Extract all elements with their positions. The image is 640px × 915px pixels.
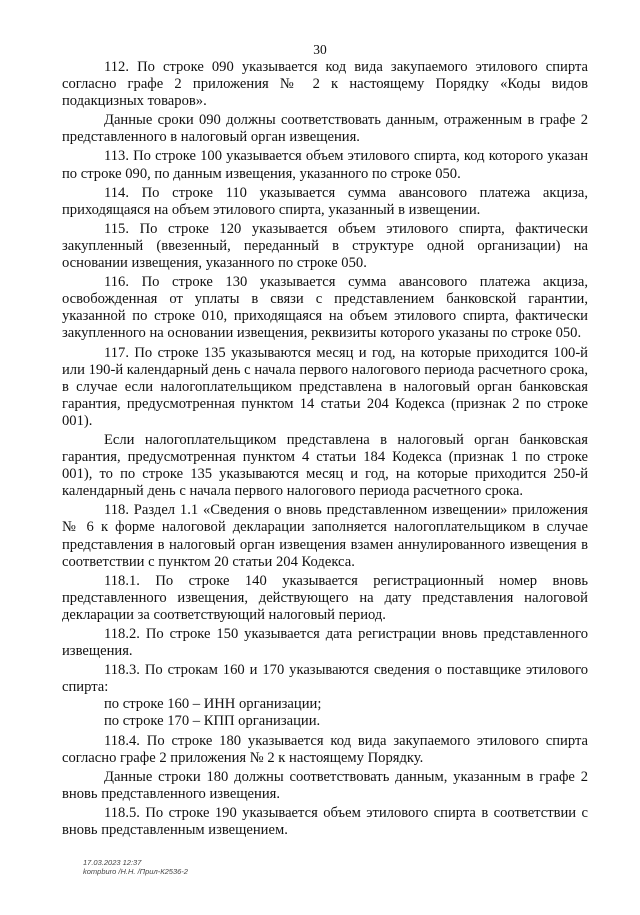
list-item-kpp: по строке 170 – КПП организации. bbox=[104, 713, 321, 730]
paragraph-117: 117. По строке 135 указываются месяц и год, на которые приходится 100-й или 190-й календарный день с начала первого налогового периода расчетного срока, в случае если налогоплательщиком представлена в налоговый орган банковская гарантия, предусмотренная пунктом 14 статьи 204 Кодекса (признак 2 по строке 001). bbox=[62, 344, 588, 429]
paragraph-114: 114. По строке 110 указывается сумма авансового платежа акциза, приходящаяся на объем этилового спирта, указанный в извещении. bbox=[62, 184, 588, 218]
document-body bbox=[62, 59, 588, 839]
document-footer bbox=[83, 858, 188, 876]
page-number: 30 bbox=[313, 42, 327, 57]
footer-timestamp: 17.03.2023 12:37 bbox=[83, 858, 142, 867]
list-item-inn: по строке 160 – ИНН организации; bbox=[104, 696, 322, 713]
paragraph-118-4-note: Данные строки 180 должны соответствовать данным, указанным в графе 2 вновь представленного извещения. bbox=[62, 768, 588, 802]
footer-author: kompburo /Н.Н. /Прил-К2536-2 bbox=[83, 867, 188, 876]
paragraph-118: 118. Раздел 1.1 «Сведения о вновь представленном извещении» приложения № 6 к форме налоговой декларации заполняется налогоплательщиком в случае представления в налоговый орган извещения взамен аннулированного извещения в соответствии с пунктом 20 статьи 204 Кодекса. bbox=[62, 502, 588, 570]
paragraph-113: 113. По строке 100 указывается объем этилового спирта, код которого указан по строке 090, по данным извещения, указанного по строке 050. bbox=[62, 148, 588, 182]
paragraph-117-note: Если налогоплательщиком представлена в налоговый орган банковская гарантия, предусмотренная пунктом 4 статьи 184 Кодекса (признак 1 по строке 001), то по строке 135 указываются месяц и год, на которые приходится 250-й календарный день с начала первого налогового периода расчетного срока. bbox=[62, 431, 588, 500]
paragraph-118-5: 118.5. По строке 190 указывается объем этилового спирта в соответствии с вновь представленным извещением. bbox=[62, 804, 588, 839]
paragraph-116: 116. По строке 130 указывается сумма авансового платежа акциза, освобожденная от уплаты в связи с представлением банковской гарантии, указанной по строке 010, приходящаяся на объем этилового спирта, фактически закупленного на основании извещения, реквизиты которого указаны по строке 050. bbox=[62, 274, 588, 342]
paragraph-118-1: 118.1. По строке 140 указывается регистрационный номер вновь представленного извещения, действующего на дату представления налоговой декларации за соответствующий налоговый период. bbox=[62, 572, 588, 623]
paragraph-115: 115. По строке 120 указывается объем этилового спирта, фактически закупленный (ввезенный, переданный в структуре одной организации) на основании извещения, указанного по строке 050. bbox=[62, 220, 588, 272]
paragraph-112: 112. По строке 090 указывается код вида закупаемого этилового спирта согласно графе 2 приложения № 2 к настоящему Порядку «Коды видов подакцизных товаров». bbox=[62, 59, 588, 110]
paragraph-118-4: 118.4. По строке 180 указывается код вида закупаемого этилового спирта согласно графе 2 приложения № 2 к настоящему Порядку. bbox=[62, 732, 588, 766]
paragraph-118-2: 118.2. По строке 150 указывается дата регистрации вновь представленного извещения. bbox=[62, 626, 588, 660]
paragraph-112-note: Данные сроки 090 должны соответствовать данным, отраженным в графе 2 представленного в налоговый орган извещения. bbox=[62, 112, 588, 146]
paragraph-118-3: 118.3. По строкам 160 и 170 указываются сведения о поставщике этилового спирта: bbox=[62, 662, 588, 696]
